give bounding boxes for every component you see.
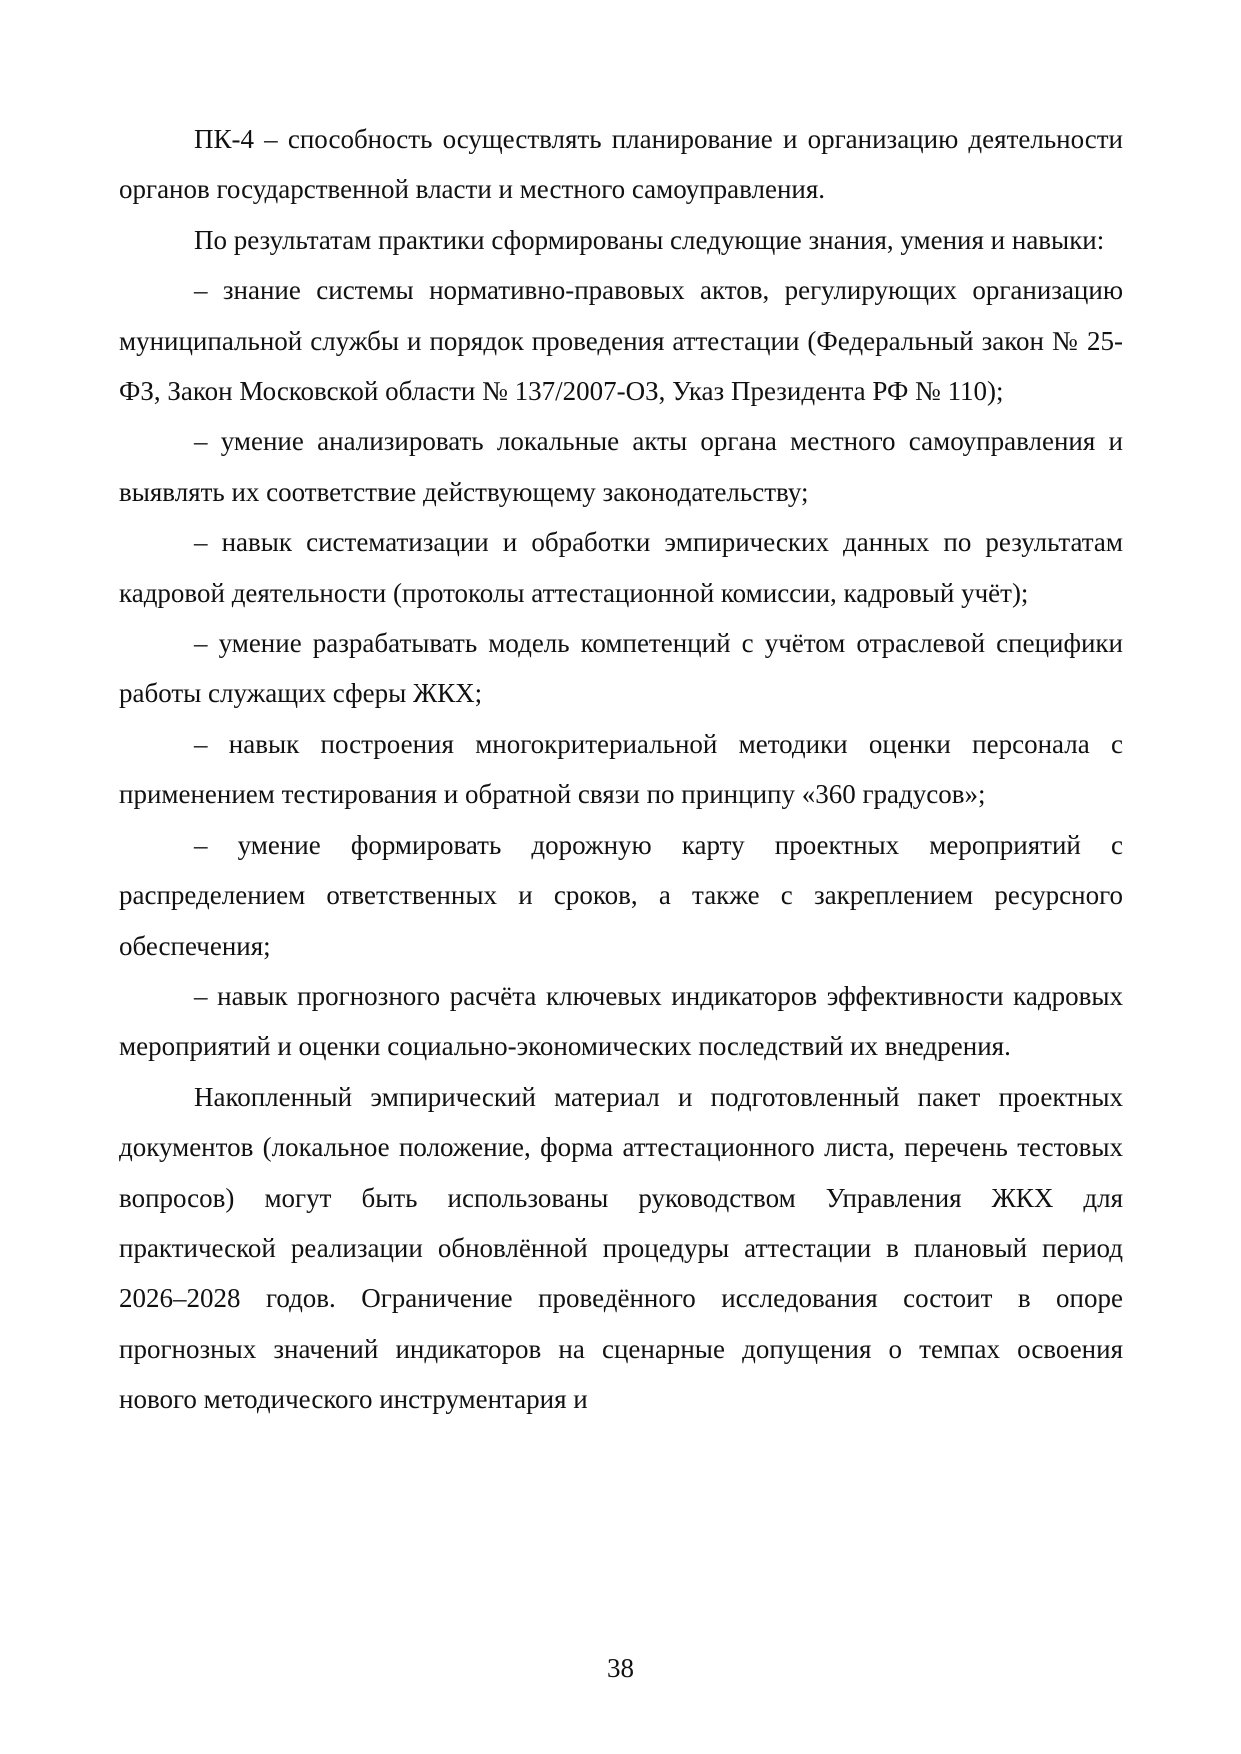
practice-results-intro-paragraph: По результатам практики сформированы следующие знания, умения и навыки:	[194, 224, 1105, 255]
conclusion-paragraph: Накопленный эмпирический материал и подготовленный пакет проектных документов (локальное положение, форма аттестационного листа, перечень тестовых вопросов) могут быть использованы руководством Управления ЖКХ для практической реализации обновлённой процедуры аттестации в плановый период 2026–2028 годов. Ограничение проведённого исследования состоит в опоре прогнозных значений индикаторов на сценарные допущения о темпах освоения нового методического инструментария и	[119, 1081, 1123, 1415]
knowledge-legal-acts-item: – знание системы нормативно-правовых актов, регулирующих организацию муниципальной службы и порядок проведения аттестации (Федеральный закон № 25-ФЗ, Закон Московской области № 137/2007-ОЗ, Указ Президента РФ № 110);	[119, 275, 1123, 407]
skill-indicator-forecast-item: – навык прогнозного расчёта ключевых индикаторов эффективности кадровых мероприятий и оценки социально-экономических последствий их внедрения.	[119, 980, 1123, 1062]
skill-empirical-data-item: – навык систематизации и обработки эмпирических данных по результатам кадровой деятельности (протоколы аттестационной комиссии, кадровый учёт);	[119, 527, 1123, 608]
skill-competency-model-item: – умение разрабатывать модель компетенций с учётом отраслевой специфики работы служащих сферы ЖКХ;	[119, 628, 1123, 709]
page-number: 38	[607, 1653, 634, 1683]
competence-pk4-paragraph: ПК-4 – способность осуществлять планирование и организацию деятельности органов государственной власти и местного самоуправления.	[119, 124, 1123, 205]
skill-assessment-method-item: – навык построения многокритериальной методики оценки персонала с применением тестирования и обратной связи по принципу «360 градусов»;	[119, 728, 1123, 810]
skill-analyze-local-acts-item: – умение анализировать локальные акты органа местного самоуправления и выявлять их соответствие действующему законодательству;	[119, 426, 1123, 507]
skill-roadmap-item: – умение формировать дорожную карту проектных мероприятий с распределением ответственных и сроков, а также с закреплением ресурсного обеспечения;	[119, 829, 1123, 961]
page-body	[119, 114, 1123, 1425]
